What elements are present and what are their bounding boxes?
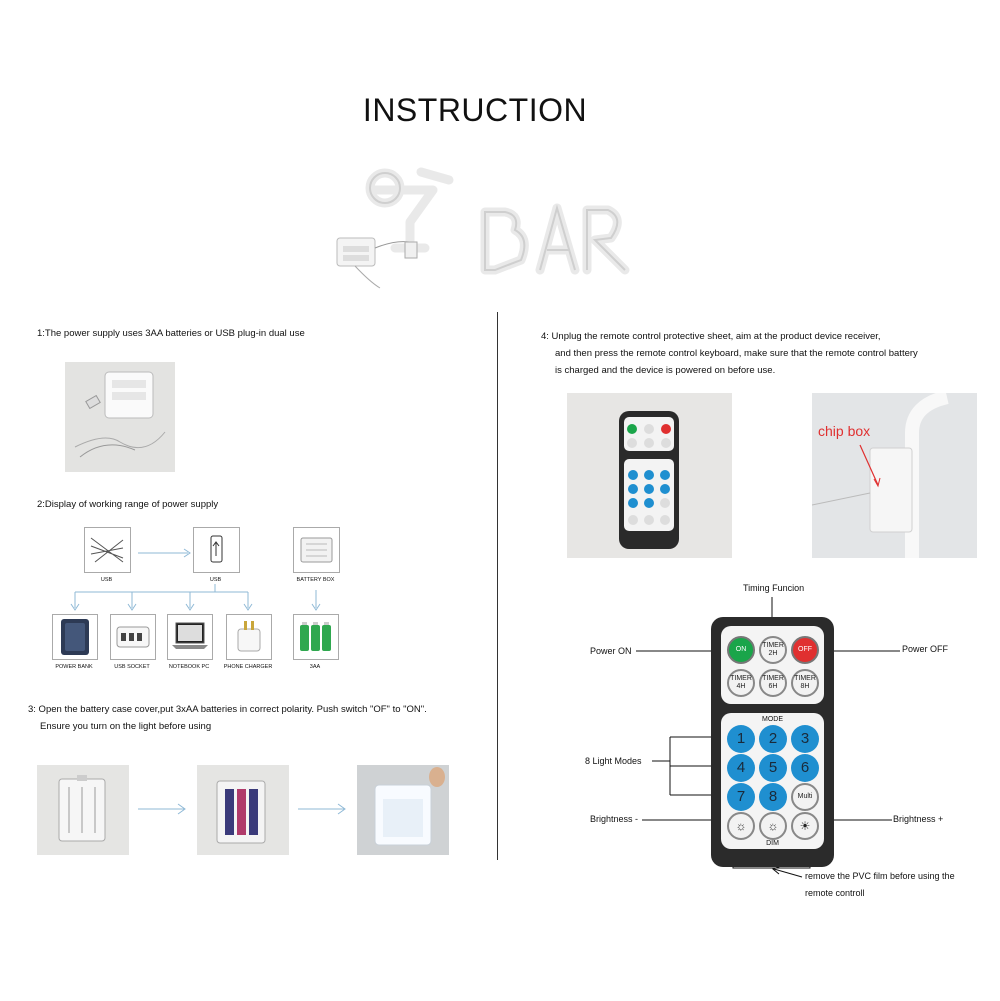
mode-4-button[interactable]: 4 bbox=[727, 754, 755, 782]
power-on-label: Power ON bbox=[590, 646, 632, 656]
pvc-film-label-line1: remove the PVC film before using the bbox=[805, 871, 955, 881]
chip-box-photo bbox=[812, 393, 977, 558]
mode-5-button[interactable]: 5 bbox=[759, 754, 787, 782]
usb-socket-label: USB SOCKET bbox=[114, 664, 150, 670]
notebook-pc-label: NOTEBOOK PC bbox=[168, 664, 210, 670]
timing-function-label: Timing Funcion bbox=[743, 583, 805, 593]
page-title: INSTRUCTION bbox=[362, 92, 588, 128]
usb-label: USB bbox=[209, 577, 222, 583]
open-battery-case-photo bbox=[37, 765, 129, 855]
sun-icon: ☼ bbox=[767, 819, 779, 833]
timer-6h-button[interactable]: TIMER 6H bbox=[759, 669, 787, 697]
step4-line1: 4: Unplug the remote control protective sheet, aim at the product device receiver, bbox=[541, 331, 881, 342]
mode-label: MODE bbox=[762, 716, 783, 723]
timer-8h-button[interactable]: TIMER 8H bbox=[791, 669, 819, 697]
off-button[interactable]: OFF bbox=[791, 636, 819, 664]
phone-charger-label: PHONE CHARGER bbox=[223, 664, 273, 670]
mode-3-button[interactable]: 3 bbox=[791, 725, 819, 753]
usb-socket-icon bbox=[110, 614, 156, 660]
chip-box-label: chip box bbox=[818, 423, 871, 439]
multi-button[interactable]: Multi bbox=[791, 783, 819, 811]
sun-dim-icon: ☼ bbox=[735, 819, 747, 833]
step4-line2: and then press the remote control keyboard, make sure that the remote control battery bbox=[555, 348, 918, 359]
remote-top-panel bbox=[721, 626, 824, 704]
battery-box-usb-photo bbox=[65, 362, 175, 472]
step3-line1: 3: Open the battery case cover,put 3xAA batteries in correct polarity. Push switch "OF" to "ON". bbox=[28, 704, 427, 715]
timer-4h-button[interactable]: TIMER 4H bbox=[727, 669, 755, 697]
sun-bright-icon: ☀ bbox=[799, 819, 811, 833]
timer-2h-button[interactable]: TIMER 2H bbox=[759, 636, 787, 664]
aa-batteries-icon bbox=[293, 614, 339, 660]
brightness-plus-label: Brightness + bbox=[893, 814, 944, 824]
usb-label: USB bbox=[100, 577, 113, 583]
remote-mode-panel bbox=[721, 713, 824, 849]
dim-label: DIM bbox=[766, 840, 779, 847]
column-divider bbox=[497, 312, 498, 860]
light-modes-label: 8 Light Modes bbox=[585, 756, 642, 766]
mode-6-button[interactable]: 6 bbox=[791, 754, 819, 782]
brightness-minus-label: Brightness - bbox=[590, 814, 639, 824]
batteries-inserted-photo bbox=[197, 765, 289, 855]
aa-label: 3AA bbox=[309, 664, 321, 670]
phone-charger-icon bbox=[226, 614, 272, 660]
battery-box-label: BATTERY BOX bbox=[296, 577, 335, 583]
arrow-icon bbox=[298, 803, 348, 815]
pvc-film-label-line2: remote controll bbox=[805, 888, 865, 898]
power-bank-icon bbox=[52, 614, 98, 660]
mode-7-button[interactable]: 7 bbox=[727, 783, 755, 811]
neon-bar-sign-image bbox=[325, 160, 645, 295]
brightness-down-button[interactable] bbox=[727, 812, 755, 840]
step4-line3: is charged and the device is powered on before use. bbox=[555, 365, 776, 376]
step3-line2: Ensure you turn on the light before using bbox=[40, 721, 212, 732]
brightness-up-button[interactable] bbox=[791, 812, 819, 840]
mode-1-button[interactable]: 1 bbox=[727, 725, 755, 753]
remote-control-diagram bbox=[711, 617, 834, 867]
remote-control-photo bbox=[567, 393, 732, 558]
light-on-photo bbox=[357, 765, 449, 855]
step2-text: 2:Display of working range of power supply bbox=[37, 499, 219, 510]
step1-text: 1:The power supply uses 3AA batteries or USB plug-in dual use bbox=[37, 328, 305, 339]
arrow-icon bbox=[138, 803, 188, 815]
dim-button[interactable] bbox=[759, 812, 787, 840]
mode-8-button[interactable]: 8 bbox=[759, 783, 787, 811]
notebook-pc-icon bbox=[167, 614, 213, 660]
power-bank-label: POWER BANK bbox=[55, 664, 93, 670]
on-button[interactable]: ON bbox=[727, 636, 755, 664]
power-off-label: Power OFF bbox=[902, 644, 949, 654]
mode-2-button[interactable]: 2 bbox=[759, 725, 787, 753]
